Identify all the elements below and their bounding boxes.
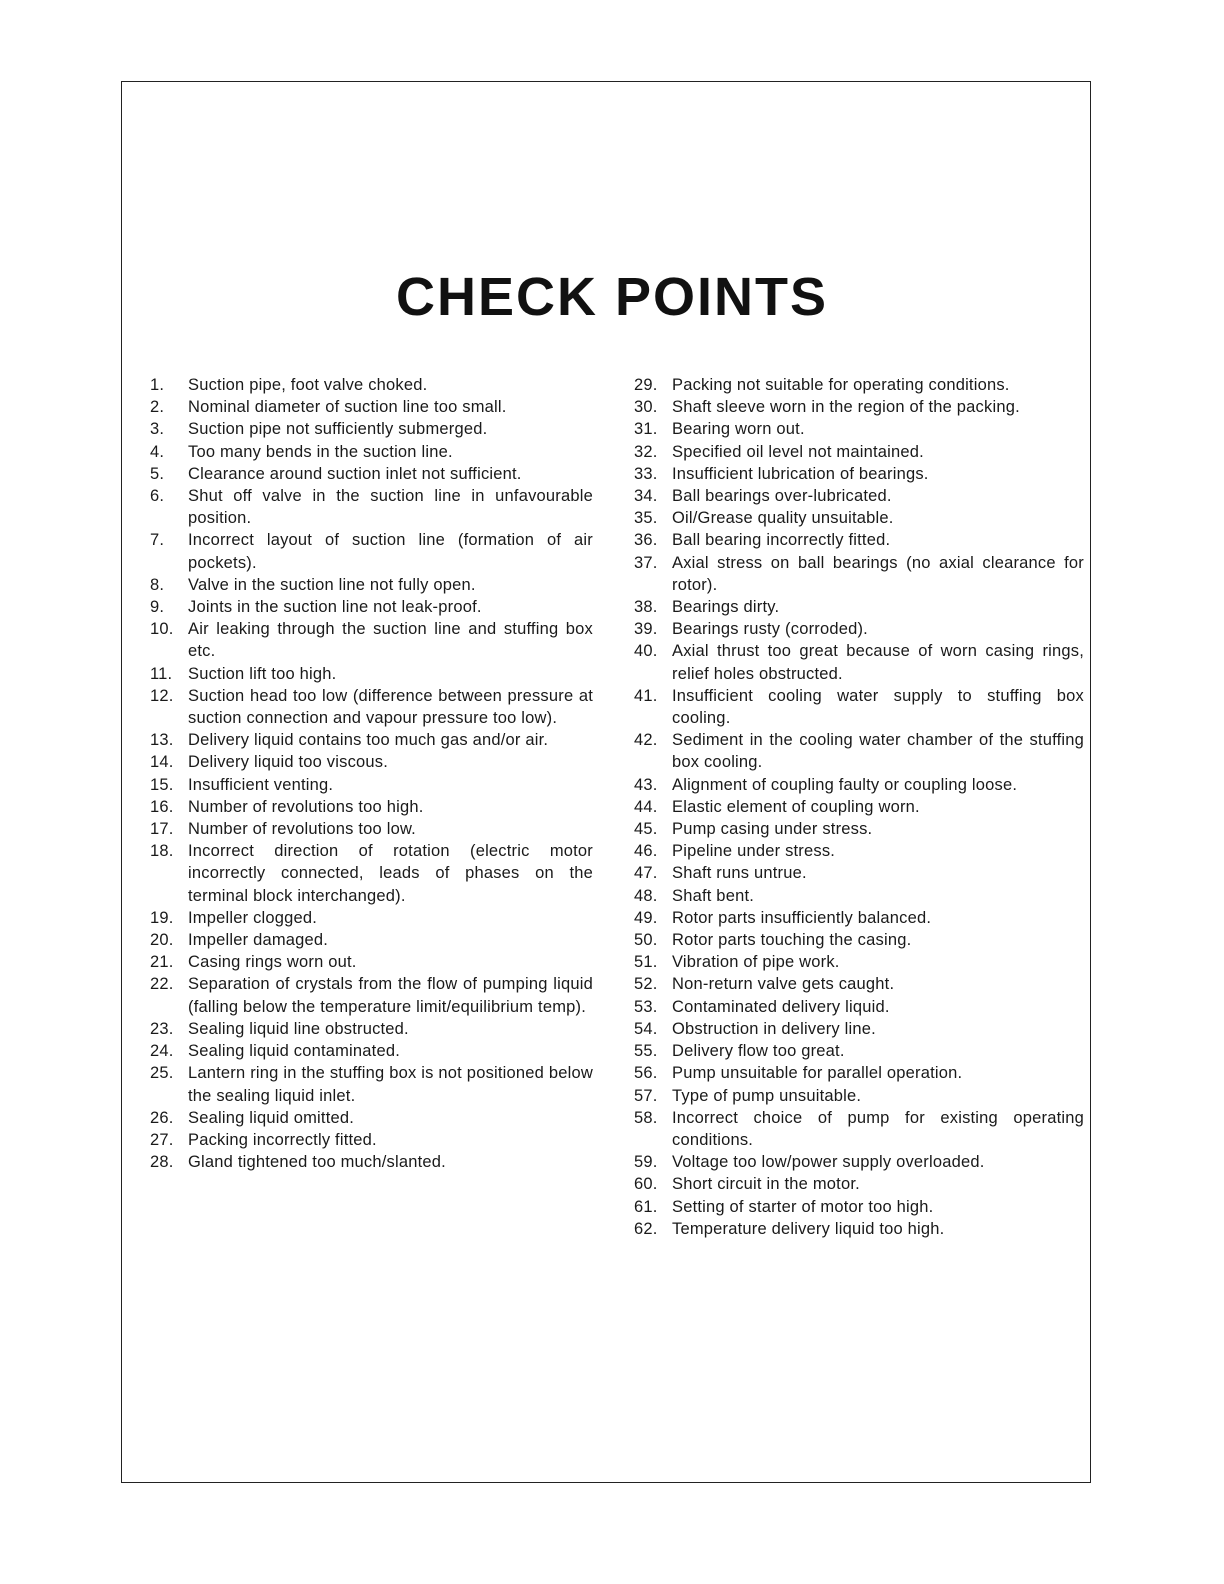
item-number: 30. <box>634 398 658 417</box>
list-item <box>634 973 1084 995</box>
list-item <box>634 885 1084 907</box>
item-text: Too many bends in the suction line. <box>188 442 453 461</box>
list-item <box>634 796 1084 818</box>
item-number: 19. <box>150 908 174 927</box>
item-number: 29. <box>634 376 658 394</box>
list-item <box>634 818 1084 840</box>
item-text: Impeller damaged. <box>188 931 329 950</box>
list-item <box>634 374 1084 396</box>
item-number: 27. <box>150 1130 174 1149</box>
item-text: Nominal diameter of suction line too small. <box>188 398 507 417</box>
item-text: Pump casing under stress. <box>672 820 873 839</box>
item-text: Axial stress on ball bearings (no axial clearance for rotor). <box>672 553 1084 594</box>
list-item <box>150 1062 593 1106</box>
item-text: Joints in the suction line not leak-proof. <box>188 598 482 617</box>
item-number: 46. <box>634 842 658 861</box>
checkpoint-list-right <box>634 374 1084 1240</box>
item-text: Non-return valve gets caught. <box>672 975 895 994</box>
list-item <box>150 751 593 773</box>
list-item <box>634 862 1084 884</box>
item-number: 43. <box>634 775 658 794</box>
item-number: 59. <box>634 1153 658 1172</box>
item-number: 21. <box>150 953 174 972</box>
item-number: 3. <box>150 420 165 439</box>
item-text: Bearing worn out. <box>672 420 805 439</box>
item-text: Ball bearings over-lubricated. <box>672 487 892 506</box>
list-item <box>150 463 593 485</box>
item-number: 51. <box>634 953 658 972</box>
list-item <box>150 951 593 973</box>
item-number: 41. <box>634 686 658 705</box>
list-item <box>634 1151 1084 1173</box>
list-item <box>634 1085 1084 1107</box>
list-item <box>634 1040 1084 1062</box>
item-text: Delivery liquid contains too much gas and/or air. <box>188 731 549 750</box>
list-item <box>634 1018 1084 1040</box>
item-number: 20. <box>150 931 174 950</box>
list-item <box>150 1040 593 1062</box>
item-text: Separation of crystals from the flow of pumping liquid (falling below the temperature limit/equilibrium temp). <box>188 975 593 1016</box>
list-item <box>634 1107 1084 1151</box>
item-text: Casing rings worn out. <box>188 953 357 972</box>
item-text: Obstruction in delivery line. <box>672 1019 876 1038</box>
list-item <box>634 485 1084 507</box>
item-text: Number of revolutions too high. <box>188 797 424 816</box>
list-item <box>634 1196 1084 1218</box>
item-number: 1. <box>150 376 165 394</box>
item-text: Shaft sleeve worn in the region of the packing. <box>672 398 1020 417</box>
list-item <box>634 907 1084 929</box>
list-item <box>150 596 593 618</box>
item-text: Delivery flow too great. <box>672 1042 845 1061</box>
list-item <box>634 996 1084 1018</box>
item-text: Elastic element of coupling worn. <box>672 797 920 816</box>
item-text: Air leaking through the suction line and stuffing box etc. <box>188 620 593 661</box>
list-item <box>150 574 593 596</box>
item-number: 14. <box>150 753 174 772</box>
list-item <box>150 729 593 751</box>
item-number: 34. <box>634 487 658 506</box>
item-number: 17. <box>150 820 174 839</box>
item-text: Bearings rusty (corroded). <box>672 620 868 639</box>
item-text: Alignment of coupling faulty or coupling loose. <box>672 775 1018 794</box>
item-number: 54. <box>634 1019 658 1038</box>
item-number: 55. <box>634 1042 658 1061</box>
item-text: Delivery liquid too viscous. <box>188 753 389 772</box>
item-number: 9. <box>150 598 165 617</box>
list-item <box>150 529 593 573</box>
item-text: Suction pipe not sufficiently submerged. <box>188 420 488 439</box>
list-item <box>150 418 593 440</box>
item-text: Pump unsuitable for parallel operation. <box>672 1064 963 1083</box>
item-text: Suction pipe, foot valve choked. <box>188 376 428 394</box>
item-number: 13. <box>150 731 174 750</box>
item-text: Sealing liquid contaminated. <box>188 1042 400 1061</box>
item-number: 15. <box>150 775 174 794</box>
item-text: Setting of starter of motor too high. <box>672 1197 934 1216</box>
list-item <box>150 907 593 929</box>
item-number: 36. <box>634 531 658 550</box>
item-number: 52. <box>634 975 658 994</box>
item-number: 35. <box>634 509 658 528</box>
item-text: Incorrect direction of rotation (electric motor incorrectly connected, leads of phases on the terminal block interchanged). <box>188 842 593 905</box>
item-number: 7. <box>150 531 165 550</box>
item-text: Rotor parts insufficiently balanced. <box>672 908 932 927</box>
item-text: Incorrect layout of suction line (formation of air pockets). <box>188 531 593 572</box>
item-text: Type of pump unsuitable. <box>672 1086 862 1105</box>
list-item <box>634 552 1084 596</box>
item-text: Short circuit in the motor. <box>672 1175 860 1194</box>
item-text: Rotor parts touching the casing. <box>672 931 912 950</box>
item-text: Pipeline under stress. <box>672 842 836 861</box>
list-item <box>150 840 593 907</box>
item-text: Specified oil level not maintained. <box>672 442 924 461</box>
list-item <box>634 441 1084 463</box>
list-item <box>150 485 593 529</box>
list-item <box>634 529 1084 551</box>
list-item <box>150 1018 593 1040</box>
item-text: Incorrect choice of pump for existing operating conditions. <box>672 1108 1084 1149</box>
item-number: 31. <box>634 420 658 439</box>
list-item <box>150 1151 593 1173</box>
item-text: Clearance around suction inlet not sufficient. <box>188 464 522 483</box>
item-number: 25. <box>150 1064 174 1083</box>
list-item <box>150 973 593 1017</box>
list-item <box>150 685 593 729</box>
item-text: Contaminated delivery liquid. <box>672 997 890 1016</box>
item-number: 18. <box>150 842 174 861</box>
item-number: 40. <box>634 642 658 661</box>
item-number: 58. <box>634 1108 658 1127</box>
list-item <box>150 1129 593 1151</box>
item-text: Temperature delivery liquid too high. <box>672 1219 945 1238</box>
page-title: CHECK POINTS <box>395 267 829 327</box>
item-text: Bearings dirty. <box>672 598 780 617</box>
item-text: Voltage too low/power supply overloaded. <box>672 1153 985 1172</box>
list-item <box>634 507 1084 529</box>
item-number: 2. <box>150 398 165 417</box>
item-number: 28. <box>150 1153 174 1172</box>
item-number: 12. <box>150 686 174 705</box>
item-number: 38. <box>634 598 658 617</box>
list-item <box>634 685 1084 729</box>
item-number: 37. <box>634 553 658 572</box>
item-text: Sealing liquid line obstructed. <box>188 1019 409 1038</box>
list-item <box>634 951 1084 973</box>
item-number: 62. <box>634 1219 658 1238</box>
item-text: Axial thrust too great because of worn casing rings, relief holes obstructed. <box>672 642 1084 683</box>
item-text: Insufficient cooling water supply to stuffing box cooling. <box>672 686 1084 728</box>
item-number: 48. <box>634 886 658 905</box>
item-number: 42. <box>634 731 658 750</box>
checkpoint-list-left <box>150 374 593 1173</box>
item-text: Packing not suitable for operating conditions. <box>672 376 1010 394</box>
item-text: Vibration of pipe work. <box>672 953 840 972</box>
list-item <box>634 1062 1084 1084</box>
item-number: 8. <box>150 575 165 594</box>
item-number: 44. <box>634 797 658 816</box>
list-item <box>634 840 1084 862</box>
item-text: Gland tightened too much/slanted. <box>188 1153 446 1172</box>
item-number: 50. <box>634 931 658 950</box>
list-item <box>634 418 1084 440</box>
list-item <box>150 929 593 951</box>
item-number: 32. <box>634 442 658 461</box>
item-text: Valve in the suction line not fully open. <box>188 575 476 594</box>
item-text: Shut off valve in the suction line in unfavourable position. <box>188 487 593 528</box>
item-number: 49. <box>634 908 658 927</box>
list-item <box>150 396 593 418</box>
item-number: 23. <box>150 1019 174 1038</box>
list-item <box>634 596 1084 618</box>
item-number: 11. <box>150 664 173 683</box>
list-item <box>634 1218 1084 1240</box>
item-text: Suction head too low (difference between pressure at suction connection and vapour pressure too low). <box>188 686 593 728</box>
list-item <box>634 774 1084 796</box>
item-text: Suction lift too high. <box>188 664 337 683</box>
item-text: Oil/Grease quality unsuitable. <box>672 509 894 528</box>
item-number: 22. <box>150 975 174 994</box>
list-item <box>150 663 593 685</box>
item-text: Insufficient lubrication of bearings. <box>672 464 929 483</box>
item-number: 39. <box>634 620 658 639</box>
list-item <box>150 618 593 662</box>
item-number: 53. <box>634 997 658 1016</box>
item-text: Shaft bent. <box>672 886 755 905</box>
list-item <box>634 463 1084 485</box>
item-number: 33. <box>634 464 658 483</box>
list-item <box>150 796 593 818</box>
list-item <box>150 818 593 840</box>
item-number: 5. <box>150 464 165 483</box>
item-text: Shaft runs untrue. <box>672 864 807 883</box>
item-number: 26. <box>150 1108 174 1127</box>
list-item <box>634 618 1084 640</box>
list-item <box>150 774 593 796</box>
list-item <box>634 640 1084 684</box>
item-number: 10. <box>150 620 174 639</box>
list-item <box>634 396 1084 418</box>
list-item <box>634 729 1084 773</box>
item-text: Impeller clogged. <box>188 908 318 927</box>
item-number: 61. <box>634 1197 658 1216</box>
item-text: Packing incorrectly fitted. <box>188 1130 377 1149</box>
item-number: 47. <box>634 864 658 883</box>
list-item <box>634 929 1084 951</box>
item-text: Sealing liquid omitted. <box>188 1108 355 1127</box>
item-number: 16. <box>150 797 174 816</box>
item-text: Number of revolutions too low. <box>188 820 416 839</box>
item-number: 24. <box>150 1042 174 1061</box>
item-number: 6. <box>150 487 165 506</box>
item-number: 4. <box>150 442 165 461</box>
item-number: 60. <box>634 1175 658 1194</box>
item-text: Insufficient venting. <box>188 775 334 794</box>
item-number: 57. <box>634 1086 658 1105</box>
list-item <box>150 1107 593 1129</box>
list-item <box>634 1173 1084 1195</box>
item-number: 56. <box>634 1064 658 1083</box>
item-text: Ball bearing incorrectly fitted. <box>672 531 891 550</box>
item-text: Lantern ring in the stuffing box is not positioned below the sealing liquid inlet. <box>188 1064 593 1105</box>
list-item <box>150 441 593 463</box>
list-item <box>150 374 593 396</box>
item-number: 45. <box>634 820 658 839</box>
item-text: Sediment in the cooling water chamber of the stuffing box cooling. <box>672 731 1084 772</box>
